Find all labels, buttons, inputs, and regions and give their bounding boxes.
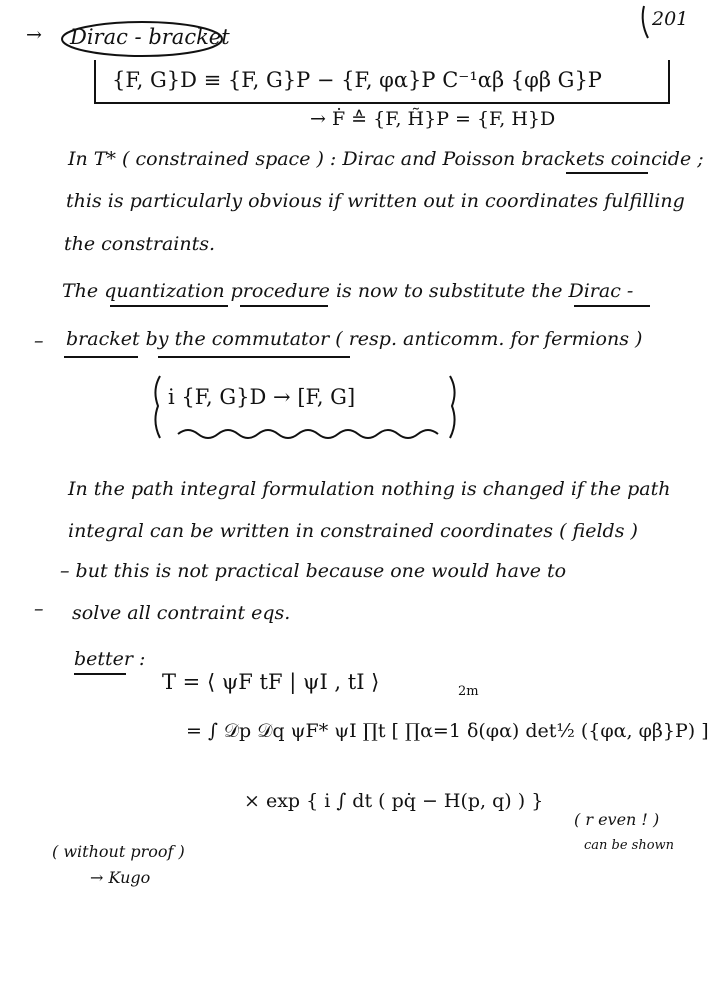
coincide-underline [566, 172, 648, 174]
para1-line1: In T* ( constrained space ) : Dirac and Poisson brackets coincide ; [68, 148, 704, 170]
rule-braces [150, 370, 466, 448]
bracket-underline [64, 356, 138, 358]
note-without-proof: ( without proof ) [52, 842, 185, 861]
eq-amplitude: T = ⟨ ψF tF | ψI , tI ⟩ [162, 670, 380, 694]
para3-line1: In the path integral formulation nothing is changed if the path [68, 478, 671, 500]
better-underline [74, 673, 126, 675]
para3-line4: solve all contraint eqs. [72, 602, 291, 624]
better-label: better : [74, 648, 146, 670]
procedure-underline [240, 305, 328, 307]
para3-line2: integral can be written in constrained coordinates ( fields ) [68, 520, 638, 542]
para2-line1: The quantization procedure is now to substitute the Dirac - [62, 280, 634, 302]
eq-product-top: 2m [458, 684, 479, 699]
time-evolution-formula: → Ḟ ≙ {F, H̃}P = {F, H}D [310, 108, 556, 130]
page-number: 201 [652, 8, 689, 30]
dirac-underline [574, 305, 650, 307]
commutator-underline [158, 356, 350, 358]
eq-exponential: × exp { i ∫ dt ( pq̇ − H(p, q) ) } [244, 790, 544, 812]
note-kugo: → Kugo [90, 868, 151, 887]
para1-line3: the constraints. [64, 233, 216, 255]
note-can-be-shown: can be shown [584, 838, 675, 853]
para3-line3: – but this is not practical because one would have to [60, 560, 567, 582]
quantization-underline [110, 305, 228, 307]
dirac-bracket-formula: {F, G}D ≡ {F, G}P − {F, φα}P C⁻¹αβ {φβ G}P [112, 68, 602, 92]
margin-dash-2: – [34, 598, 44, 620]
quantization-rule: i {F, G}D → [F, G] [168, 385, 356, 409]
para1-line2: this is particularly obvious if written out in coordinates fulfilling [66, 190, 685, 212]
heading: Dirac - bracket [70, 25, 230, 49]
margin-dash-1: – [34, 330, 44, 352]
para2-line2: bracket by the commutator ( resp. anticomm. for fermions ) [66, 328, 643, 350]
note-r-even: ( r even ! ) [574, 810, 660, 829]
eq-path-integral: = ∫ 𝒟p 𝒟q ψF* ψI ∏t [ ∏α=1 δ(φα) det½ ({φα, φβ}P) ] [186, 720, 709, 742]
margin-arrow: → [26, 24, 42, 46]
